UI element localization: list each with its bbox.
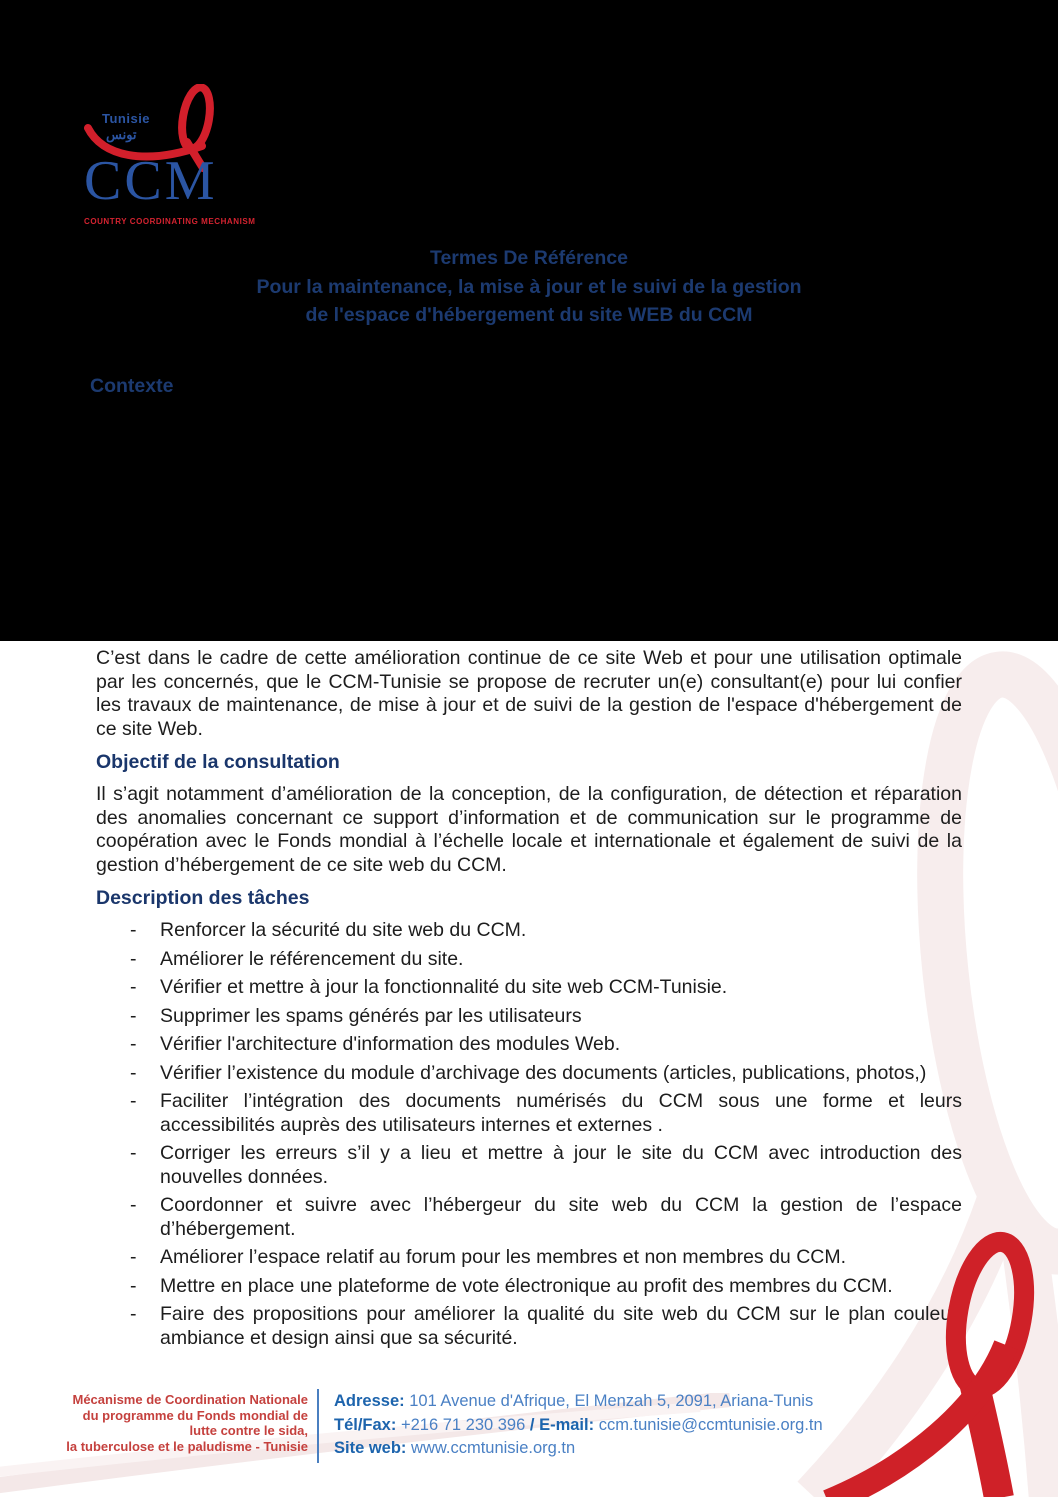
siteweb-value: www.ccmtunisie.org.tn: [411, 1439, 576, 1457]
logo-subtitle: COUNTRY COORDINATING MECHANISM: [84, 217, 256, 226]
telfax-email-separator: /: [529, 1415, 535, 1434]
task-list-item: - Mettre en place une plateforme de vote électronique au profit des membres du CCM.: [96, 1275, 962, 1299]
footer-org-line: la tuberculose et le paludisme - Tunisie: [66, 1438, 308, 1454]
footer-divider: [317, 1389, 319, 1463]
task-list-item: - Vérifier l'architecture d'information des modules Web.: [96, 1033, 962, 1057]
task-list-item: - Vérifier et mettre à jour la fonctionnalité du site web CCM-Tunisie.: [96, 976, 962, 1000]
email-value: ccm.tunisie@ccmtunisie.org.tn: [598, 1415, 823, 1434]
telfax-value: +216 71 230 396: [400, 1415, 526, 1434]
objectif-heading: Objectif de la consultation: [96, 751, 340, 773]
title-line-3: de l'espace d'hébergement du site WEB du CCM: [305, 304, 753, 326]
task-list-item: - Améliorer l’espace relatif au forum pour les membres et non membres du CCM.: [96, 1246, 962, 1270]
logo-acronym: CCM: [84, 150, 218, 212]
title-line-2: Pour la maintenance, la mise à jour et le suivi de la gestion: [256, 275, 802, 298]
footer-organization: [55, 1392, 308, 1454]
siteweb-label: Site web:: [334, 1439, 407, 1457]
taches-heading: Description des tâches: [96, 887, 310, 909]
task-list-item: - Vérifier l’existence du module d’archivage des documents (articles, publications, photos,): [96, 1062, 962, 1086]
task-list-item: - Renforcer la sécurité du site web du CCM.: [96, 919, 962, 943]
logo-country-label-arabic: تونس: [106, 127, 137, 142]
contexte-heading: Contexte: [90, 375, 174, 397]
footer-siteweb-line: [334, 1437, 894, 1461]
footer-org-line: du programme du Fonds mondial de: [82, 1407, 308, 1423]
objectif-paragraph: Il s’agit notamment d’amélioration de la conception, de la configuration, de détection et réparation des anomalies concernant ce support d’information et de communication sur le programme de coopération avec le Fonds mondial à l’échelle locale et internationale et également de suivi de la gestion d’hébergement de ce site web du CCM.: [96, 783, 962, 876]
footer-address-line: [334, 1390, 894, 1414]
task-list-item: - Corriger les erreurs s’il y a lieu et mettre à jour le site du CCM avec introduction des nouvelles données.: [96, 1142, 962, 1189]
footer-telfax-line: [334, 1414, 894, 1438]
task-list-item: - Faciliter l’intégration des documents numérisés du CCM sous une forme et leurs accessibilités auprès des utilisateurs internes et externes .: [96, 1090, 962, 1137]
address-value: 101 Avenue d'Afrique, El Menzah 5, 2091, Ariana-Tunis: [409, 1392, 814, 1410]
task-list-item: - Améliorer le référencement du site.: [96, 948, 962, 972]
document-title: [0, 244, 1058, 330]
telfax-label: Tél/Fax:: [334, 1415, 397, 1434]
ccm-logo: [84, 84, 256, 234]
task-list-item: - Coordonner et suivre avec l’hébergeur du site web du CCM la gestion de l’espace d’hébergement.: [96, 1194, 962, 1241]
title-line-1: Termes De Référence: [430, 247, 628, 269]
intro-paragraph: C’est dans le cadre de cette amélioration continue de ce site Web et pour une utilisation optimale par les concernés, que le CCM-Tunisie se propose de recruter un(e) consultant(e) pour lui confier les travaux de maintenance, de mise à jour et de suivi de la gestion de l'espace d'hébergement de ce site Web.: [96, 647, 962, 740]
address-label: Adresse:: [334, 1392, 405, 1410]
footer-org-line: lutte contre le sida,: [189, 1423, 308, 1438]
email-label: E-mail:: [539, 1415, 595, 1434]
logo-country-label: Tunisie: [102, 111, 151, 126]
task-list-item: - Faire des propositions pour améliorer la qualité du site web du CCM sur le plan couleur, ambiance et design ainsi que sa sécurité.: [96, 1303, 962, 1350]
task-list-item: - Supprimer les spams générés par les utilisateurs: [96, 1005, 962, 1029]
footer-contact: [334, 1390, 894, 1461]
footer-org-line: Mécanisme de Coordination Nationale: [72, 1392, 308, 1407]
